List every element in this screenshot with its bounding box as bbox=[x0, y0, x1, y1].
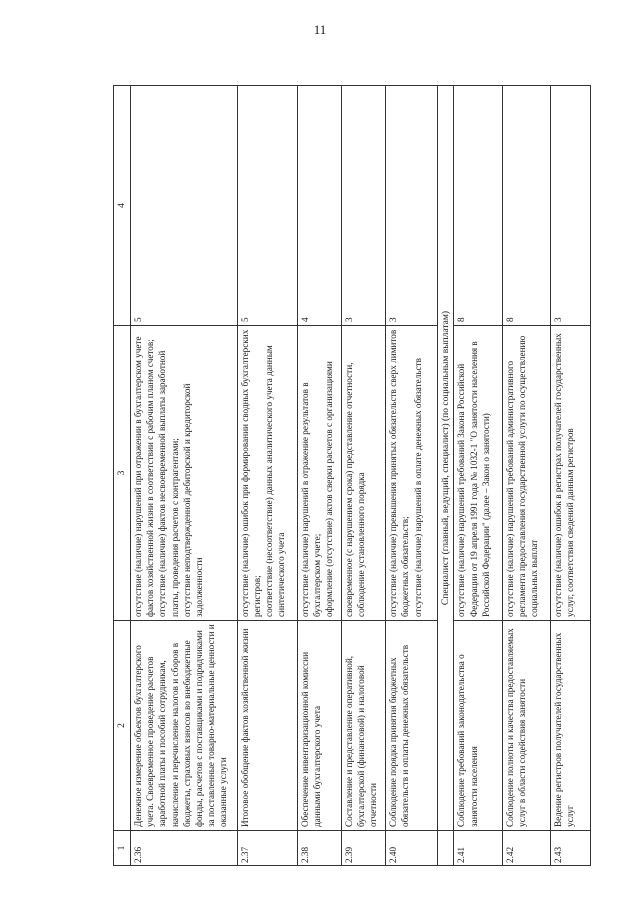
row-name: Итоговое обобщение фактов хозяйственной жизни bbox=[237, 621, 297, 831]
criteria-line: отсутствие (наличие) нарушений требований административного регламента предоставления государственной услуги по осуществлению социальных выплат bbox=[504, 335, 539, 617]
row-points: 4 bbox=[297, 86, 341, 326]
row-number: 2.41 bbox=[454, 831, 502, 866]
table-row bbox=[386, 86, 438, 866]
criteria-line: отсутствие (наличие) ошибок в регистрах получателей государственных услуг, соответствия сведений данным регистров bbox=[552, 333, 575, 617]
criteria-line: отсутствие (наличие) нарушений в оплате денежных обязательств bbox=[412, 358, 423, 617]
table-row bbox=[550, 86, 590, 866]
criteria-line: отсутствие (наличие) фактов несвоевременной выплаты заработной платы, проведения расчетов с контрагентами; bbox=[157, 350, 180, 617]
header-cell: 3 bbox=[114, 326, 131, 621]
row-criteria bbox=[237, 326, 297, 621]
row-criteria bbox=[131, 326, 237, 621]
row-name: Ведение регистров получателей государственных услуг bbox=[550, 621, 590, 831]
criteria-line: отсутствие неподтвержденной дебиторской и кредиторской задолженности bbox=[181, 383, 205, 617]
row-number: 2.43 bbox=[550, 831, 590, 866]
row-name: Соблюдение требований законодательства о занятости населения bbox=[454, 621, 502, 831]
criteria-line: соответствие (несоответствие) данных аналитического учета данным синтетического учета bbox=[263, 345, 287, 617]
row-number: 2.37 bbox=[237, 831, 297, 866]
row-number: 2.40 bbox=[386, 831, 438, 866]
row-criteria bbox=[550, 326, 590, 621]
section-title: Специалист (главный, ведущий, специалист) (по социальным выплатам) bbox=[438, 86, 454, 831]
section-spacer bbox=[438, 831, 454, 866]
table-row bbox=[297, 86, 341, 866]
table-row bbox=[341, 86, 385, 866]
row-name: Составление и представление оперативной, бухгалтерской (финансовой) и налоговой отчетности bbox=[341, 621, 385, 831]
row-name: Денежное измерение объектов бухгалтерского учета. Своевременное проведение расчетов заработной платы и пособий сотрудникам, начисление и перечисление налогов и сборов в бюджеты, страховых взносов во внебюджетные фонды, расчетов с поставщиками и подрядчиками за поставленные товарно-материальные ценности и оказанные услуги bbox=[131, 621, 237, 831]
table-row bbox=[502, 86, 550, 866]
row-criteria bbox=[386, 326, 438, 621]
row-points: 8 bbox=[454, 86, 502, 326]
row-points: 5 bbox=[237, 86, 297, 326]
row-name: Соблюдение порядка принятия бюджетных обязательств и оплаты денежных обязательств bbox=[386, 621, 438, 831]
row-points: 5 bbox=[131, 86, 237, 326]
criteria-line: отсутствие (наличие) ошибок при формировании сводных бухгалтерских регистров; bbox=[239, 329, 262, 617]
table-header-row bbox=[114, 86, 131, 866]
row-number: 2.42 bbox=[502, 831, 550, 866]
row-number: 2.36 bbox=[131, 831, 237, 866]
row-name: Обеспечение инвентаризационной комиссии данными бухгалтерского учета bbox=[297, 621, 341, 831]
row-number: 2.38 bbox=[297, 831, 341, 866]
row-criteria bbox=[502, 326, 550, 621]
row-criteria bbox=[341, 326, 385, 621]
criteria-line: оформление (отсутствие) актов сверки расчетов с организациями bbox=[324, 361, 335, 617]
criteria-line: отсутствие (наличие) нарушений требований Закона Российской Федерации от 19 апреля 1991 года № 1032-1 "О занятости населения в Российской Федерации" (далее – Закон о занятости) bbox=[456, 341, 491, 617]
row-points: 3 bbox=[341, 86, 385, 326]
header-cell: 2 bbox=[114, 621, 131, 831]
row-number: 2.39 bbox=[341, 831, 385, 866]
table-row bbox=[237, 86, 297, 866]
criteria-line: отсутствие (наличие) нарушений при отражении в бухгалтерском учете фактов хозяйственной жизни в соответствии с рабочим планом счетов; bbox=[133, 336, 156, 617]
page-number: 11 bbox=[313, 22, 327, 37]
row-points: 3 bbox=[550, 86, 590, 326]
criteria-line: отсутствие (наличие) нарушений в отражение результатов в бухгалтерском учете; bbox=[299, 382, 322, 617]
row-criteria bbox=[454, 326, 502, 621]
row-points: 3 bbox=[386, 86, 438, 326]
row-points: 8 bbox=[502, 86, 550, 326]
criteria-line: своевременное (с нарушением срока) представление отчетности, соблюдение установленного порядка bbox=[343, 362, 367, 617]
table-row bbox=[454, 86, 502, 866]
row-criteria bbox=[297, 326, 341, 621]
header-cell: 4 bbox=[114, 86, 131, 326]
section-row bbox=[438, 86, 454, 866]
table-row bbox=[131, 86, 237, 866]
header-cell: 1 bbox=[114, 831, 131, 866]
rotated-table-container bbox=[113, 86, 591, 866]
criteria-table bbox=[113, 85, 591, 866]
criteria-line: отсутствие (наличие) превышения принятых обязательств сверх лимитов бюджетных обязательств; bbox=[388, 329, 411, 617]
row-name: Соблюдение полноты и качества предоставляемых услуг в области содействия занятости bbox=[502, 621, 550, 831]
